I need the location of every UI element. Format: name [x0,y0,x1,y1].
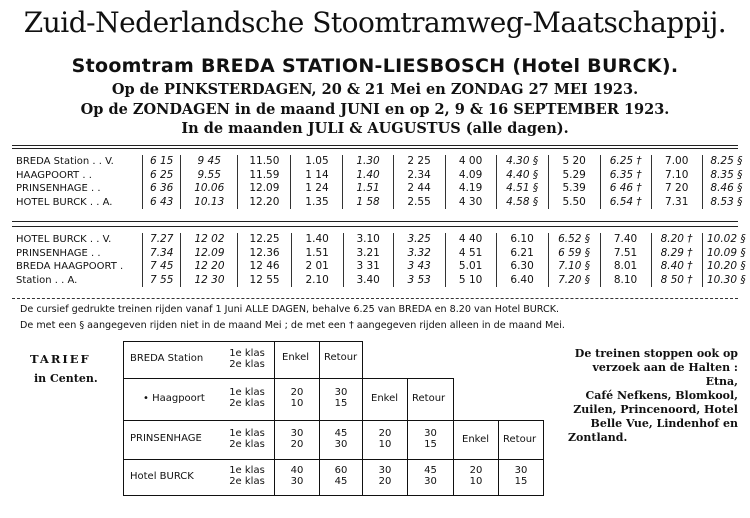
departure-time: 4.58 § [496,196,548,210]
departure-time: 3.21 [343,247,393,261]
page-title: Zuid-Nederlandsche Stoomtramweg-Maatschappij. [23,6,727,39]
departure-time: 7.10 § [548,260,600,274]
departure-time: 6 25 [143,169,181,183]
departure-time: 4.51 § [496,182,548,196]
departure-time: 7.27 [142,233,180,247]
departure-time: 6.25 † [600,155,651,169]
timetable-row [14,182,750,196]
enkel-label: Enkel [371,393,399,404]
departure-time: 4 40 [445,233,496,247]
departure-time: 8.46 § [702,182,750,196]
departure-time: 10.02 § [702,233,750,247]
departure-time: 6 15 [143,155,181,169]
departure-time: 1.30 [343,155,393,169]
timetable-row [14,196,750,210]
klas-label: 1e klas 2e klas [229,428,265,450]
header-line-3: In de maanden JULI & AUGUSTUS (alle dagen). [181,120,569,137]
departure-time: 7.10 [651,169,702,183]
departure-time: 5.29 [548,169,600,183]
departure-time: 9.55 [181,169,238,183]
departure-time: 5.39 [548,182,600,196]
timetable-row [14,247,750,261]
enkel-label: Enkel [462,434,490,445]
departure-time: 7.00 [651,155,702,169]
price-retour: 60 45 [334,465,348,487]
departure-time: 3.25 [393,233,445,247]
departure-time: 12.20 [238,196,291,210]
price-retour: 30 15 [514,465,528,487]
departure-time: 6 46 † [600,182,651,196]
departure-time: 10.09 § [702,247,750,261]
divider [12,145,738,146]
station-name: PRINSENHAGE . . [16,183,101,194]
station-name: BREDA Station . . V. [16,156,114,167]
departure-time: 1.51 [291,247,343,261]
note-symbols: De met een § aangegeven rijden niet in de maand Mei ; de met een † aangegeven rijden alleen in de maand Mei. [20,320,565,331]
departure-time: 4.19 [445,182,496,196]
divider [12,226,738,227]
departure-time: 4 30 [445,196,496,210]
departure-time: 1.40 [343,169,393,183]
header-line-1: Op de PINKSTERDAGEN, 20 & 21 Mei en ZONDAG 27 MEI 1923. [111,81,639,98]
departure-time: 12.09 [238,182,291,196]
departure-time: 7 20 [651,182,702,196]
departure-time: 12.09 [181,247,238,261]
timetable-row [14,274,750,288]
departure-time: 12 30 [181,274,238,288]
timetable-return [14,233,750,287]
divider [12,221,738,222]
timetable-outbound [14,155,750,209]
departure-time: 2.10 [291,274,343,288]
price-retour: 45 30 [334,428,348,450]
departure-time: 5 20 [548,155,600,169]
departure-time: 4 00 [445,155,496,169]
tarief-station-haagpoort: • Haagpoort [143,393,205,404]
departure-time: 8.20 † [651,233,702,247]
departure-time: 4.30 § [496,155,548,169]
departure-time: 6.10 [496,233,548,247]
departure-time: 9 45 [181,155,238,169]
departure-time: 6.54 † [600,196,651,210]
departure-time: 6.35 † [600,169,651,183]
departure-time: 6.21 [496,247,548,261]
station-name: Station . . A. [16,274,78,286]
price-retour: 30 15 [334,387,348,409]
departure-time: 8.35 § [702,169,750,183]
departure-time: 11.50 [238,155,291,169]
departure-time: 7.31 [651,196,702,210]
retour-label: Retour [324,352,358,363]
departure-time: 8.29 † [651,247,702,261]
departure-time: 2.34 [393,169,445,183]
price-enkel: 20 10 [469,465,483,487]
departure-time: 10.30 § [702,274,750,288]
departure-time: 1.51 [343,182,393,196]
departure-time: 1.35 [291,196,343,210]
klas-label: 1e klas 2e klas [229,465,265,487]
halten-line: Café Nefkens, Blomkool, [585,389,738,402]
departure-time: 1 58 [343,196,393,210]
departure-time: 7 45 [142,260,180,274]
halten-line: De treinen stoppen ook op [574,347,738,360]
departure-time: 8.01 [600,260,651,274]
divider [12,148,738,149]
departure-time: 7.51 [600,247,651,261]
tarief-station-burck: Hotel BURCK [130,471,194,482]
departure-time: 1.40 [291,233,343,247]
departure-time: 4.09 [445,169,496,183]
halten-line: Zuilen, Princenoord, Hotel [573,403,738,416]
departure-time: 4 51 [445,247,496,261]
station-name: BREDA HAAGPOORT . [16,261,124,272]
departure-time: 5 10 [445,274,496,288]
departure-time: 7 55 [142,274,180,288]
departure-time: 8.10 [600,274,651,288]
departure-time: 3.32 [393,247,445,261]
timetable-row [14,233,750,247]
departure-time: 1.05 [291,155,343,169]
timetable-row [14,169,750,183]
station-name: PRINSENHAGE . . [16,247,101,259]
departure-time: 3.10 [343,233,393,247]
departure-time: 10.13 [181,196,238,210]
departure-time: 4.40 § [496,169,548,183]
departure-time: 5.50 [548,196,600,210]
divider [12,298,738,299]
departure-time: 5.01 [445,260,496,274]
departure-time: 8 50 † [651,274,702,288]
halten-line: Belle Vue, Lindenhof en [590,417,738,430]
station-name: HOTEL BURCK . . A. [16,196,113,208]
page-subtitle: Stoomtram BREDA STATION-LIESBOSCH (Hotel BURCK). [71,55,679,77]
tarief-title: TARIEF [30,352,91,366]
departure-time: 6.30 [496,260,548,274]
tarief-station-prinsenhage: PRINSENHAGE [130,433,202,444]
header-line-2: Op de ZONDAGEN in de maand JUNI en op 2, 9 & 16 SEPTEMBER 1923. [80,101,670,118]
departure-time: 3.40 [343,274,393,288]
price-enkel: 40 30 [290,465,304,487]
station-name: HAAGPOORT . . [16,169,92,181]
enkel-label: Enkel [282,352,310,363]
departure-time: 1 14 [291,169,343,183]
note-italic: De cursief gedrukte treinen rijden vanaf 1 Juni ALLE DAGEN, behalve 6.25 van BREDA en 8.20 van Hotel BURCK. [20,304,560,315]
departure-time: 6 59 § [548,247,600,261]
price-enkel: 30 20 [290,428,304,450]
price-retour: 30 15 [424,428,437,450]
klas-label: 1e klas 2e klas [229,348,265,370]
departure-time: 6 43 [143,196,181,210]
halten-line: verzoek aan de Halten : Etna, [592,361,738,388]
departure-time: 7.34 [142,247,180,261]
timetable-row [14,155,750,169]
departure-time: 10.20 § [702,260,750,274]
departure-time: 12 02 [181,233,238,247]
tarief-station-breda: BREDA Station [130,353,204,364]
departure-time: 1 24 [291,182,343,196]
departure-time: 3 31 [343,260,393,274]
price-enkel: 20 10 [290,387,304,409]
departure-time: 12 20 [181,260,238,274]
departure-time: 8.25 § [702,155,750,169]
price-enkel: 30 20 [378,465,392,487]
station-name: HOTEL BURCK . . V. [16,234,112,245]
departure-time: 11.59 [238,169,291,183]
departure-time: 7.20 § [548,274,600,288]
klas-label: 1e klas 2e klas [229,387,265,409]
departure-time: 3 53 [393,274,445,288]
departure-time: 2 44 [393,182,445,196]
departure-time: 6.40 [496,274,548,288]
departure-time: 3 43 [393,260,445,274]
departure-time: 12 46 [238,260,291,274]
departure-time: 2 25 [393,155,445,169]
departure-time: 10.06 [181,182,238,196]
halten-line: Zontland. [568,431,628,444]
departure-time: 8.40 † [651,260,702,274]
departure-time: 12.25 [238,233,291,247]
retour-label: Retour [503,434,537,445]
departure-time: 6.52 § [548,233,600,247]
departure-time: 7.40 [600,233,651,247]
departure-time: 2 01 [291,260,343,274]
departure-time: 12.36 [238,247,291,261]
price-enkel: 20 10 [378,428,392,450]
retour-label: Retour [412,393,446,404]
departure-time: 8.53 § [702,196,750,210]
departure-time: 2.55 [393,196,445,210]
departure-time: 6 36 [143,182,181,196]
halten-notice [568,347,738,445]
tarief-subtitle: in Centen. [34,372,98,385]
departure-time: 12 55 [238,274,291,288]
timetable-row [14,260,750,274]
price-retour: 45 30 [424,465,437,487]
